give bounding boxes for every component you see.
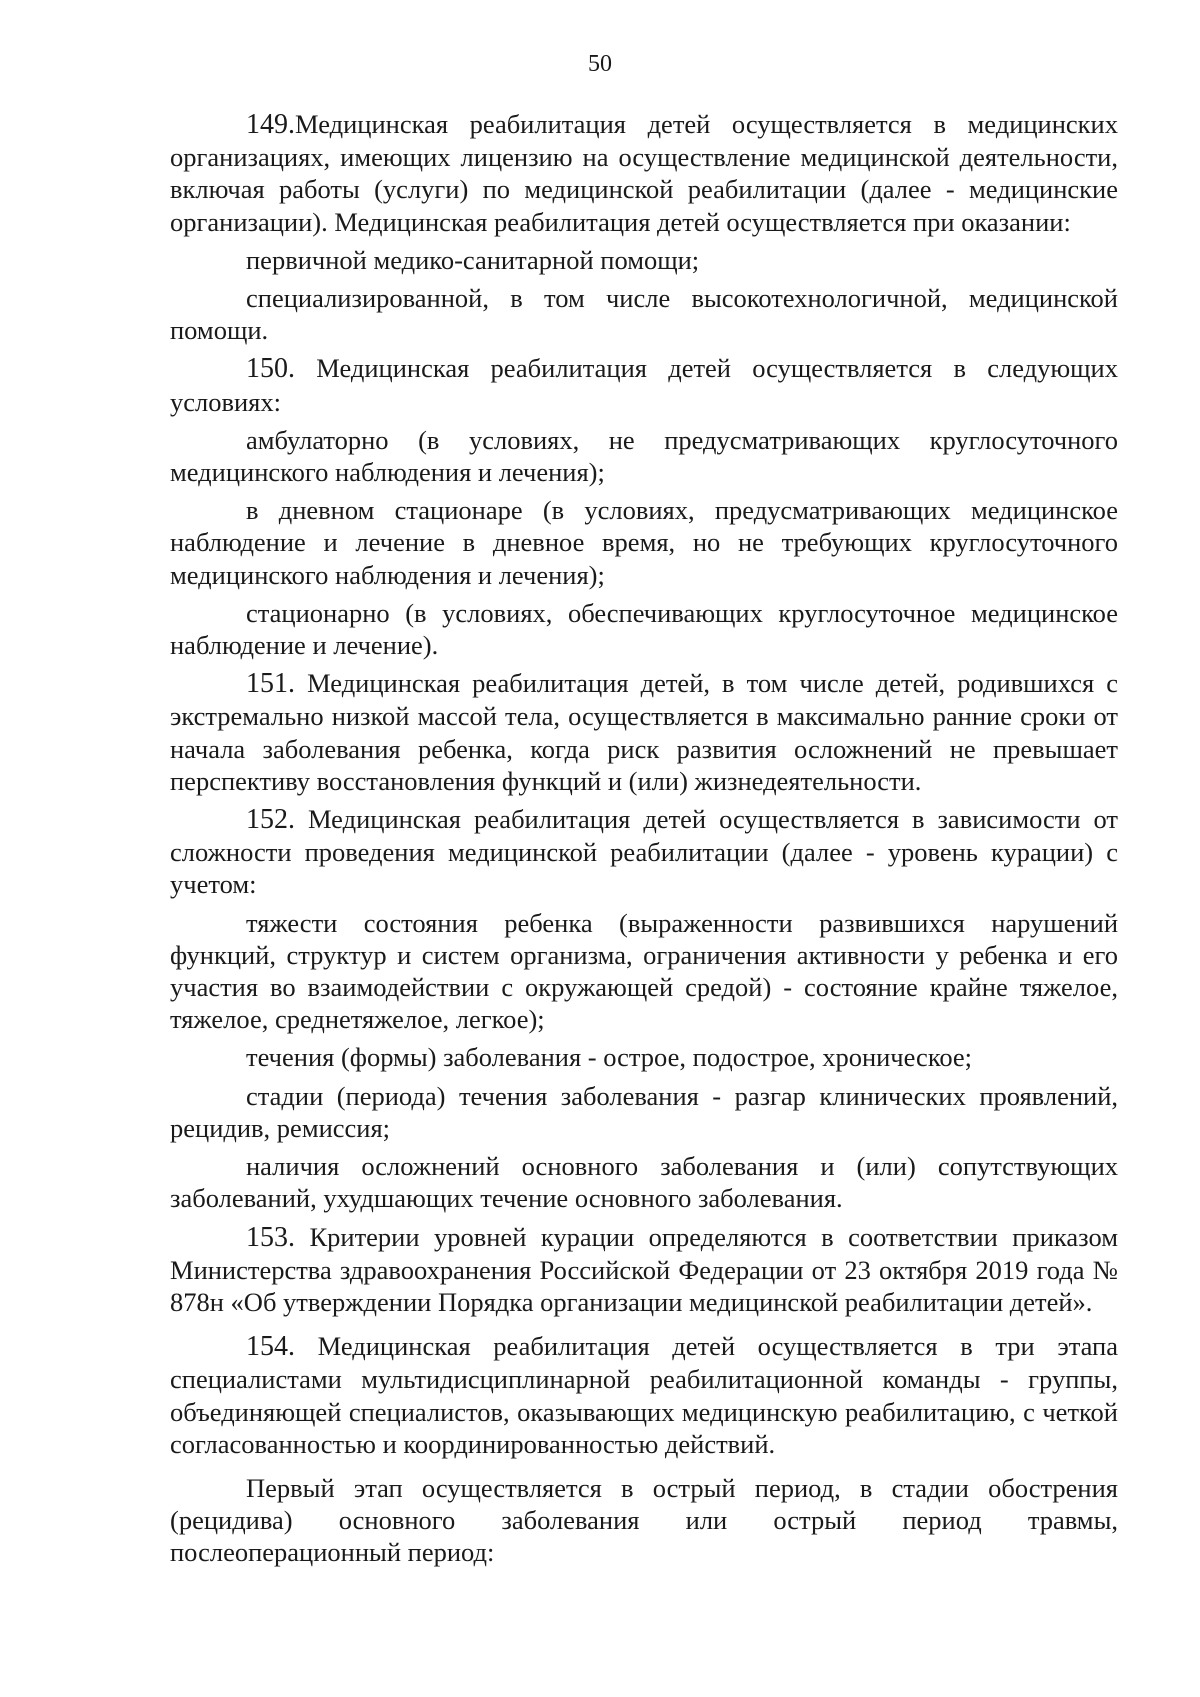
- paragraph-text: Медицинская реабилитация детей осуществляется в следующих условиях:: [170, 353, 1118, 417]
- paragraph-text: Критерии уровней курации определяются в соответствии приказом Министерства здравоохранения Российской Федерации от 23 октября 2019 года № 878н «Об утверждении Порядка организации медицинской реабилитации детей».: [170, 1221, 1118, 1317]
- paragraph-text: Медицинская реабилитация детей осуществляется в медицинских организациях, имеющих лицензию на осуществление медицинской деятельности, включая работы (услуги) по медицинской реабилитации (далее - медицинские организации). Медицинская реабилитация детей осуществляется при оказании:: [170, 109, 1118, 237]
- paragraph-149: [170, 108, 1118, 238]
- paragraph-text: стационарно (в условиях, обеспечивающих круглосуточное медицинское наблюдение и лечение).: [170, 597, 1118, 661]
- paragraph-152: [170, 803, 1118, 901]
- paragraph-course: [170, 1041, 1118, 1073]
- paragraph-text: Медицинская реабилитация детей осуществляется в зависимости от сложности проведения медицинской реабилитации (далее - уровень курации) с учетом:: [170, 804, 1118, 900]
- page-number: 50: [588, 51, 612, 77]
- paragraph-inpatient: [170, 597, 1118, 661]
- paragraph-number: 149.: [246, 109, 295, 140]
- paragraph-154: [170, 1330, 1118, 1460]
- paragraph-text: течения (формы) заболевания - острое, подострое, хроническое;: [246, 1042, 973, 1073]
- paragraph-text: Медицинская реабилитация детей, в том числе детей, родившихся с экстремально низкой массой тела, осуществляется в максимально ранние сроки от начала заболевания ребенка, когда риск развития осложнений не превышает перспективу восстановления функций и (или) жизнедеятельности.: [170, 668, 1118, 796]
- paragraph-first-stage: [170, 1472, 1118, 1569]
- paragraph-text: в дневном стационаре (в условиях, предусматривающих медицинское наблюдение и лечение в дневное время, но не требующих круглосуточного медицинского наблюдения и лечения);: [170, 495, 1118, 590]
- paragraph-number: 153.: [246, 1221, 295, 1253]
- paragraph-severity: [170, 907, 1118, 1036]
- paragraph-text: амбулаторно (в условиях, не предусматривающих круглосуточного медицинского наблюдения и лечения);: [170, 424, 1118, 488]
- paragraph-specialized-care: [170, 282, 1118, 346]
- paragraph-text: тяжести состояния ребенка (выраженности развившихся нарушений функций, структур и систем организма, ограничения активности у ребенка и его участия во взаимодействии с окружающей средой) - состояние крайне тяжелое, тяжелое, среднетяжелое, легкое);: [170, 907, 1118, 1035]
- paragraph-primary-care: [170, 244, 1118, 276]
- paragraph-stage: [170, 1080, 1118, 1144]
- paragraph-text: стадии (периода) течения заболевания - разгар клинических проявлений, рецидив, ремиссия;: [170, 1080, 1118, 1143]
- paragraph-number: 154.: [246, 1331, 295, 1363]
- paragraph-text: Медицинская реабилитация детей осуществляется в три этапа специалистами мультидисциплинарной реабилитационной команды - группы, объединяющей специалистов, оказывающих медицинскую реабилитацию, с четкой согласованностью и координированностью действий.: [170, 1331, 1118, 1459]
- paragraph-text: первичной медико-санитарной помощи;: [246, 244, 700, 275]
- paragraph-day-hospital: [170, 494, 1118, 591]
- paragraph-number: 152.: [246, 804, 295, 836]
- paragraph-complications: [170, 1150, 1118, 1214]
- paragraph-number: 151.: [246, 668, 295, 700]
- paragraph-outpatient: [170, 424, 1118, 488]
- paragraph-153: [170, 1221, 1118, 1319]
- paragraph-number: 150.: [246, 353, 295, 385]
- paragraph-text: специализированной, в том числе высокотехнологичной, медицинской помощи.: [170, 283, 1118, 346]
- document-body: [170, 108, 1118, 1569]
- paragraph-text: Первый этап осуществляется в острый период, в стадии обострения (рецидива) основного заболевания или острый период травмы, послеоперационный период:: [170, 1472, 1118, 1568]
- paragraph-150: [170, 352, 1118, 417]
- paragraph-text: наличия осложнений основного заболевания и (или) сопутствующих заболеваний, ухудшающих течение основного заболевания.: [170, 1151, 1118, 1214]
- paragraph-151: [170, 667, 1118, 797]
